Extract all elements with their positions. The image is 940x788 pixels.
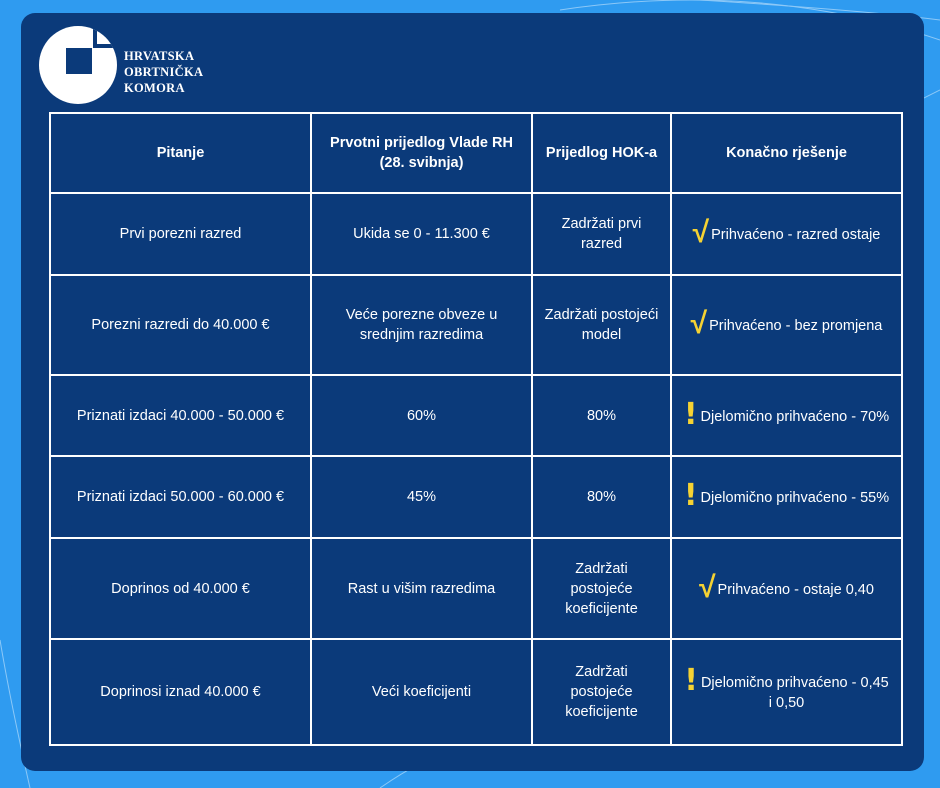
cell-vlada: 60%: [311, 375, 532, 456]
cell-rjesenje: [671, 639, 902, 745]
result-text: Prihvaćeno - razred ostaje: [711, 227, 881, 243]
logo-mark-icon: [39, 26, 117, 104]
cell-hok: Zadržati prvi razred: [532, 193, 671, 275]
cell-vlada: Veći koeficijenti: [311, 639, 532, 745]
logo-line: HRVATSKA: [124, 49, 195, 63]
result-text: Djelomično prihvaćeno - 0,45 i 0,50: [700, 675, 889, 711]
table-row: [50, 456, 902, 538]
cell-pitanje: Priznati izdaci 50.000 - 60.000 €: [50, 456, 311, 538]
cell-hok: Zadržati postojeći model: [532, 275, 671, 375]
checkmark-icon: √: [690, 307, 708, 340]
header-rjesenje: Konačno rješenje: [671, 113, 902, 193]
checkmark-icon: √: [692, 216, 710, 249]
exclamation-icon: !: [683, 396, 698, 432]
result-text: Djelomično prihvaćeno - 55%: [700, 490, 890, 506]
cell-hok: Zadržati postojeće koeficijente: [532, 639, 671, 745]
cell-pitanje: Prvi porezni razred: [50, 193, 311, 275]
cell-rjesenje: [671, 538, 902, 639]
comparison-table: [49, 112, 903, 746]
cell-rjesenje: [671, 275, 902, 375]
table-row: [50, 375, 902, 456]
cell-hok: 80%: [532, 375, 671, 456]
result-text: Prihvaćeno - bez promjena: [709, 318, 883, 334]
cell-vlada: 45%: [311, 456, 532, 538]
cell-hok: Zadržati postojeće koeficijente: [532, 538, 671, 639]
cell-rjesenje: [671, 375, 902, 456]
checkmark-icon: √: [699, 570, 716, 604]
exclamation-icon: !: [683, 478, 698, 513]
logo-line: KOMORA: [124, 81, 185, 95]
table-header-row: [50, 113, 902, 193]
header-pitanje: Pitanje: [50, 113, 311, 193]
cell-pitanje: Doprinos od 40.000 €: [50, 538, 311, 639]
cell-vlada: Rast u višim razredima: [311, 538, 532, 639]
result-text: Djelomično prihvaćeno - 70%: [700, 408, 890, 425]
header-vlada: Prvotni prijedlog Vlade RH (28. svibnja): [311, 113, 532, 193]
table-row: [50, 639, 902, 745]
cell-rjesenje: [671, 456, 902, 538]
result-text: Prihvaćeno - ostaje 0,40: [717, 581, 874, 598]
cell-rjesenje: [671, 193, 902, 275]
cell-hok: 80%: [532, 456, 671, 538]
header-hok: Prijedlog HOK-a: [532, 113, 671, 193]
exclamation-icon: !: [684, 663, 698, 698]
table-row: [50, 193, 902, 275]
table-row: [50, 275, 902, 375]
cell-pitanje: Porezni razredi do 40.000 €: [50, 275, 311, 375]
cell-pitanje: Doprinosi iznad 40.000 €: [50, 639, 311, 745]
logo: [39, 26, 239, 104]
table-row: [50, 538, 902, 639]
logo-line: OBRTNIČKA: [124, 65, 204, 79]
cell-pitanje: Priznati izdaci 40.000 - 50.000 €: [50, 375, 311, 456]
logo-text: [124, 48, 203, 96]
cell-vlada: Veće porezne obveze u srednjim razredima: [311, 275, 532, 375]
cell-vlada: Ukida se 0 - 11.300 €: [311, 193, 532, 275]
